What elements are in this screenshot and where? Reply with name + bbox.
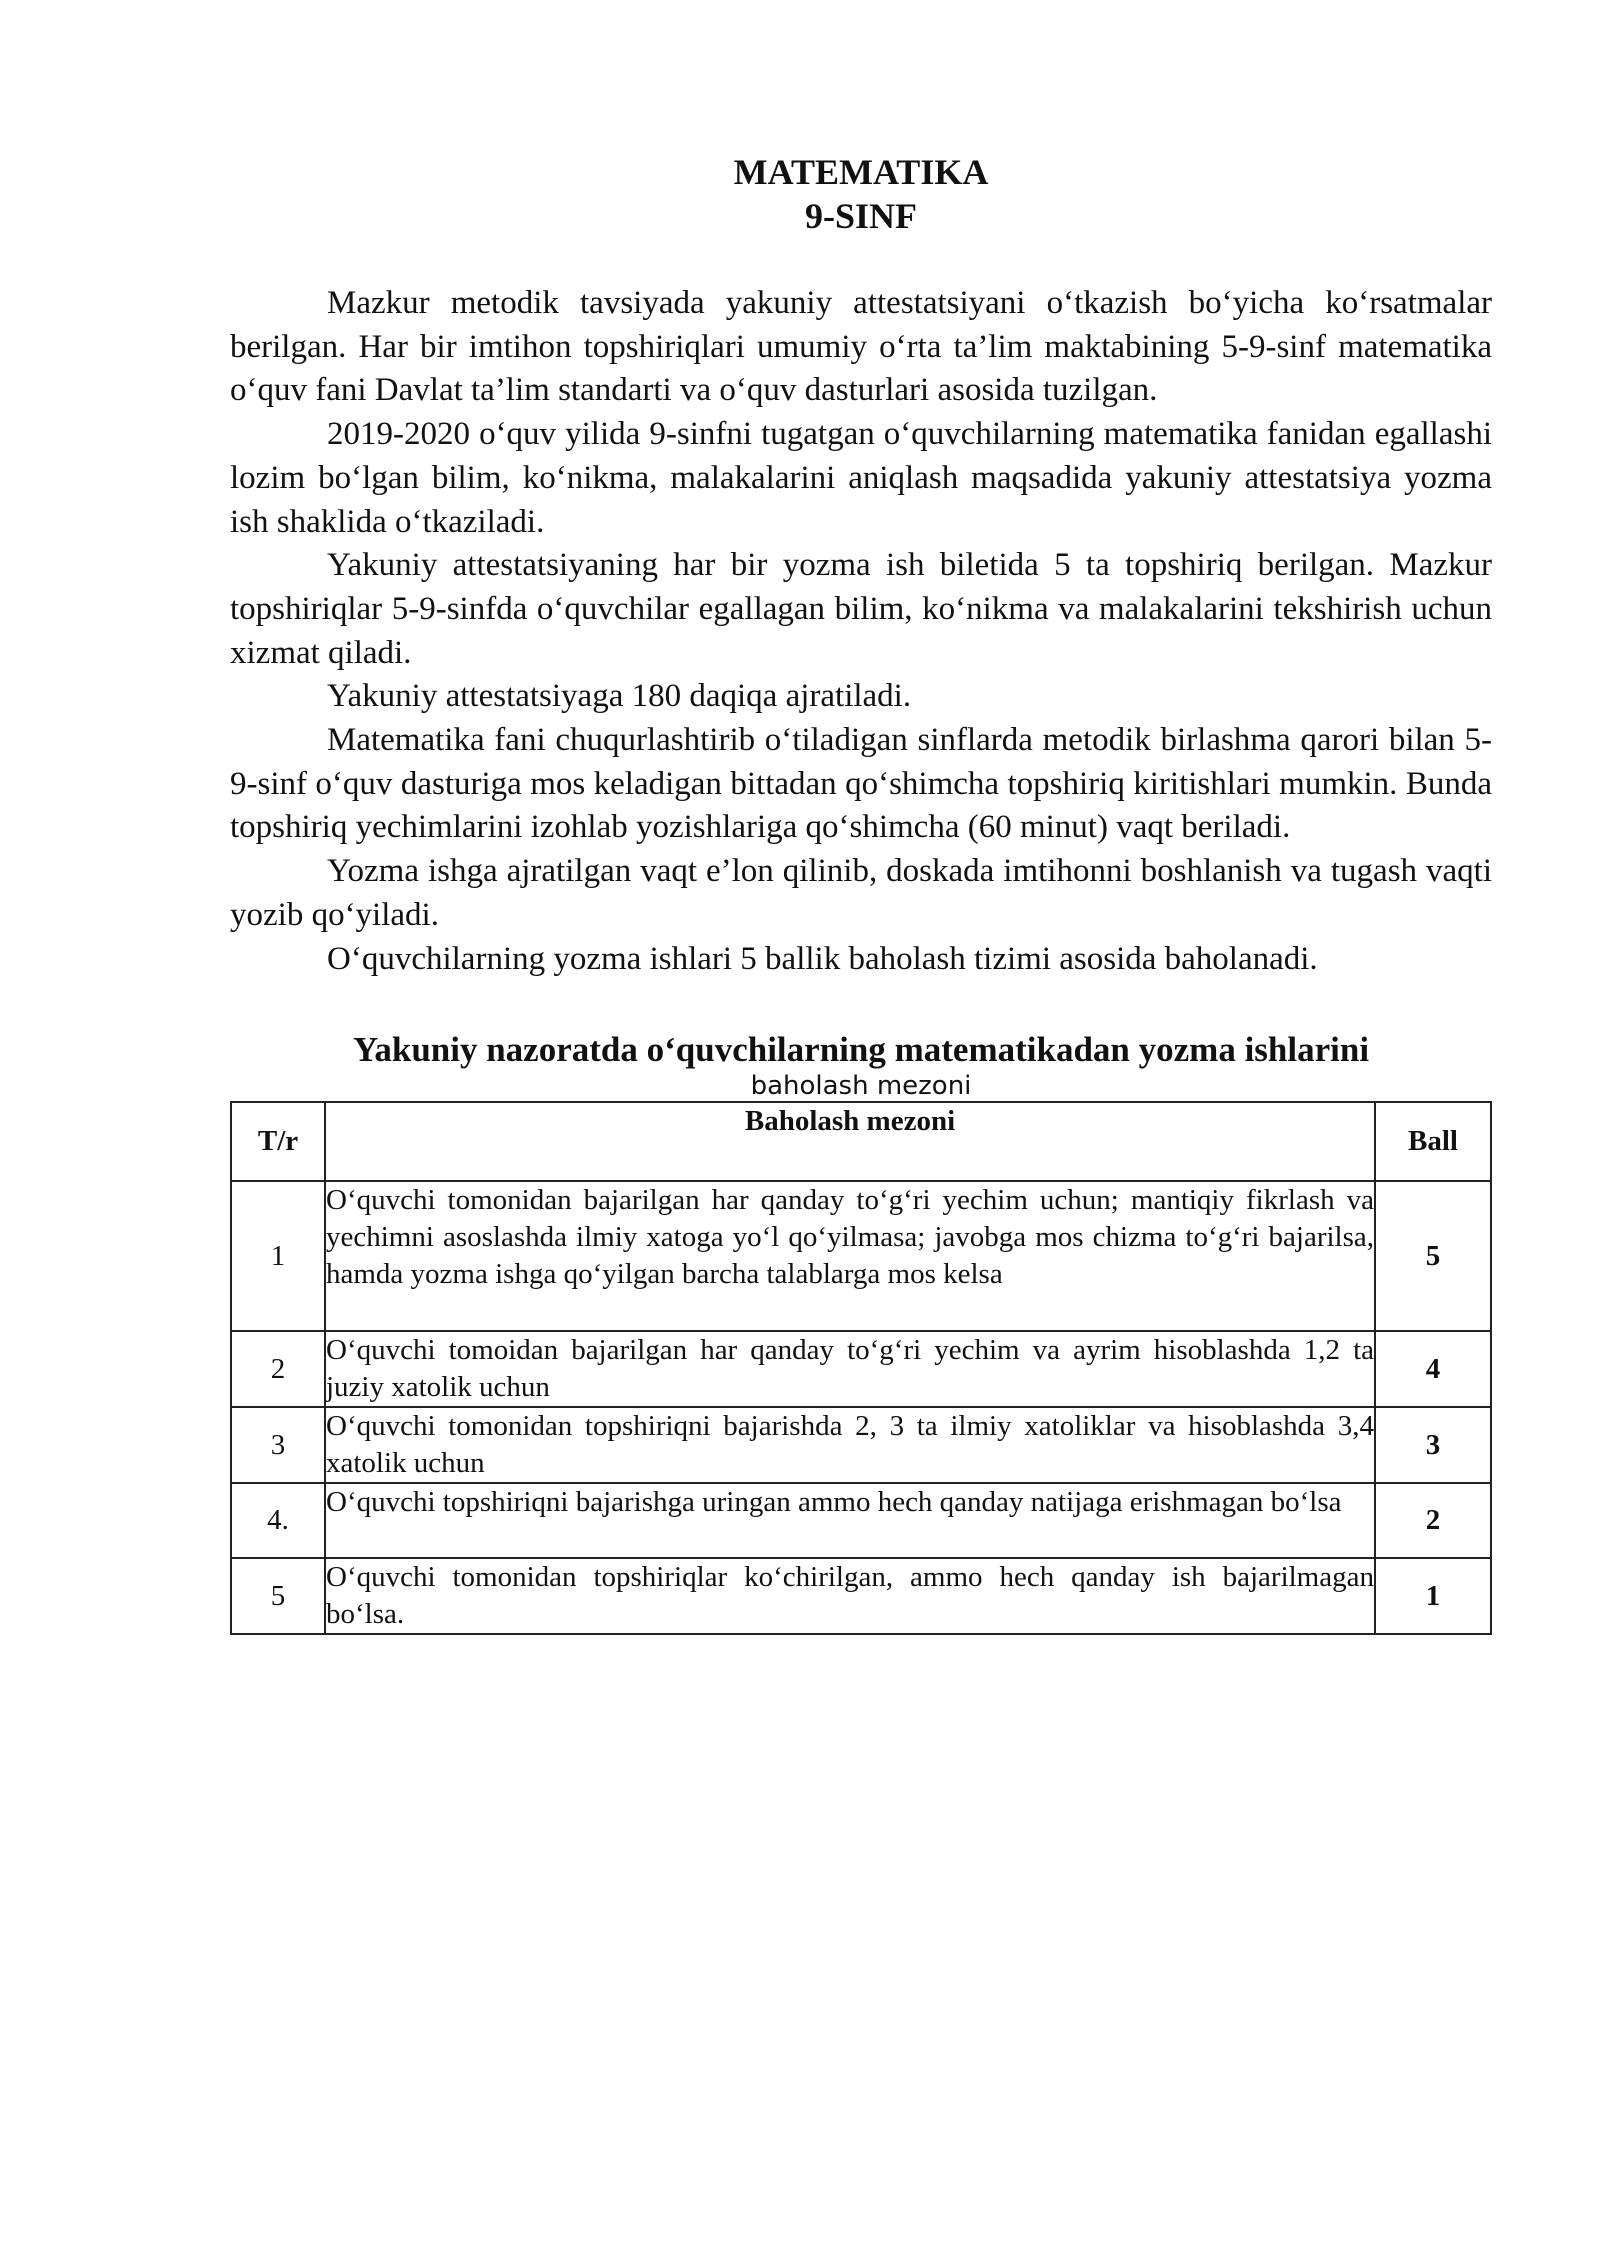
paragraph: Yakuniy attestatsiyaning har bir yozma ish biletida 5 ta topshiriq berilgan. Mazkur topshiriqlar 5-9-sinfda o‘quvchilar egallagan bilim, ko‘nikma va malakalarini tekshirish uchun xizmat qiladi.	[230, 547, 1492, 671]
paragraph: Mazkur metodik tavsiyada yakuniy attestatsiyani o‘tkazish bo‘yicha ko‘rsatmalar berilgan. Har bir imtihon topshiriqlari umumiy o‘rta ta’lim maktabining 5-9-sinf matematika o‘quv fani Davlat ta’lim standarti va o‘quv dasturlari asosida tuzilgan.	[230, 285, 1492, 409]
row-desc: O‘quvchi tomonidan topshiriqni bajarishda 2, 3 ta ilmiy xatoliklar va hisoblashda 3,4 xatolik uchun	[325, 1407, 1375, 1483]
row-num: 2	[231, 1331, 325, 1407]
paragraph: Yozma ishga ajratilgan vaqt e’lon qilinib, doskada imtihonni boshlanish va tugash vaqti yozib qo‘yiladi.	[230, 853, 1492, 933]
row-desc: O‘quvchi tomonidan bajarilgan har qanday to‘g‘ri yechim uchun; mantiqiy fikrlash va yechimni asoslashda ilmiy xatoga yo‘l qo‘yilmasa; javobga mos chizma to‘g‘ri bajarilsa, hamda yozma ishga qo‘yilgan barcha talablarga mos kelsa	[325, 1181, 1375, 1331]
row-num: 4.	[231, 1483, 325, 1558]
row-desc: O‘quvchi topshiriqni bajarishga uringan ammo hech qanday natijaga erishmagan bo‘lsa	[325, 1483, 1375, 1558]
paragraph: Yakuniy attestatsiyaga 180 daqiqa ajratiladi.	[327, 678, 912, 715]
row-ball: 4	[1375, 1331, 1491, 1407]
header-criteria: Baholash mezoni	[325, 1102, 1375, 1181]
table-row	[231, 1558, 1491, 1634]
table-title: Yakuniy nazoratda o‘quvchilarning matematikadan yozma ishlarini	[352, 1030, 1370, 1070]
table-row	[231, 1181, 1491, 1331]
intro-paragraphs	[230, 282, 1492, 981]
table-header-row	[231, 1102, 1491, 1181]
table-row	[231, 1483, 1491, 1558]
row-desc: O‘quvchi tomoidan bajarilgan har qanday to‘g‘ri yechim va ayrim hisoblashda 1,2 ta juziy xatolik uchun	[325, 1331, 1375, 1407]
table-row	[231, 1407, 1491, 1483]
row-ball: 2	[1375, 1483, 1491, 1558]
paragraph: 2019-2020 o‘quv yilida 9-sinfni tugatgan o‘quvchilarning matematika fanidan egallashi lozim bo‘lgan bilim, ko‘nikma, malakalarini aniqlash maqsadida yakuniy attestatsiya yozma ish shaklida o‘tkaziladi.	[230, 416, 1492, 540]
row-desc: O‘quvchi tomonidan topshiriqlar ko‘chirilgan, ammo hech qanday ish bajarilmagan bo‘lsa.	[325, 1558, 1375, 1634]
table-row	[231, 1331, 1491, 1407]
paragraph: Matematika fani chuqurlashtirib o‘tiladigan sinflarda metodik birlashma qarori bilan 5-9-sinf o‘quv dasturiga mos keladigan bittadan qo‘shimcha topshiriq kiritishlari mumkin. Bunda topshiriq yechimlarini izohlab yozishlariga qo‘shimcha (60 minut) vaqt beriladi.	[230, 722, 1492, 846]
row-num: 1	[231, 1181, 325, 1331]
row-ball: 1	[1375, 1558, 1491, 1634]
row-ball: 3	[1375, 1407, 1491, 1483]
document-title: MATEMATIKA	[733, 152, 989, 192]
paragraph: O‘quvchilarning yozma ishlari 5 ballik baholash tizimi asosida baholanadi.	[327, 940, 1318, 977]
table-subtitle: baholash mezoni	[750, 1071, 972, 1102]
grading-criteria-table	[230, 1101, 1492, 1635]
row-num: 3	[231, 1407, 325, 1483]
document-subtitle: 9-SINF	[804, 196, 917, 236]
header-num: T/r	[231, 1102, 325, 1181]
header-ball: Ball	[1375, 1102, 1491, 1181]
document-content	[230, 150, 1492, 1635]
row-num: 5	[231, 1558, 325, 1634]
row-ball: 5	[1375, 1181, 1491, 1331]
